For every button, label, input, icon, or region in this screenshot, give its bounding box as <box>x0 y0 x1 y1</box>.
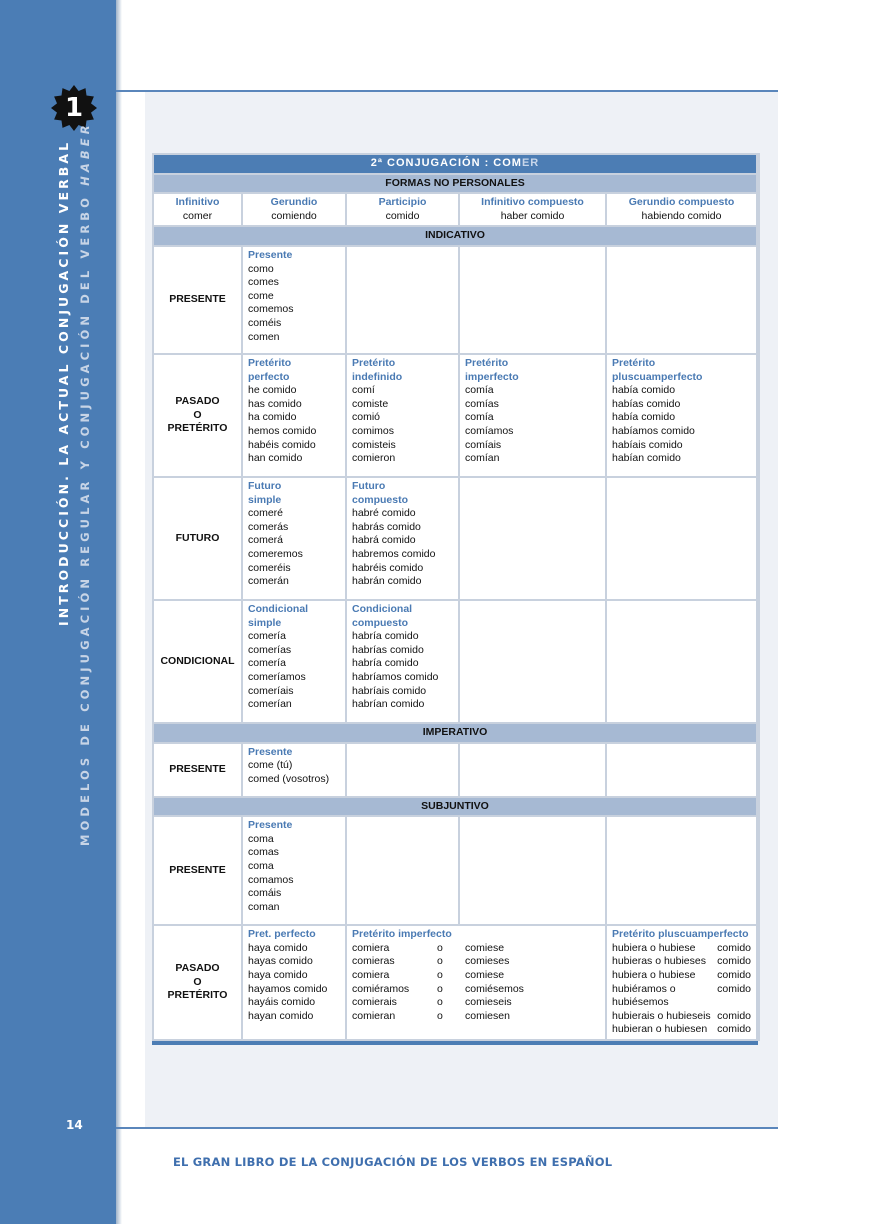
np-cell <box>154 194 241 225</box>
form: hubiera o hubiese <box>612 968 696 981</box>
form: comeréis <box>248 561 291 574</box>
tense-heading: Pretérito <box>352 356 396 369</box>
tense-cell <box>243 601 345 722</box>
ind-pasado-row <box>154 355 758 476</box>
form: hubierais o hubieseis <box>612 1009 711 1022</box>
tense-cell <box>243 926 345 1039</box>
form: hayamos comido <box>248 982 328 995</box>
form: comido <box>717 941 752 954</box>
row-label: CONDICIONAL <box>154 601 241 722</box>
form: comiéramos <box>352 982 410 995</box>
tense-heading: Pretérito imperfecto <box>352 928 452 941</box>
form: comerás <box>248 520 289 533</box>
row-label-line: PASADO <box>175 962 220 975</box>
tense-heading: Pretérito <box>612 356 656 369</box>
form: comas <box>248 846 279 859</box>
form: has comido <box>248 397 302 410</box>
section-row <box>154 724 758 742</box>
form: comíamos <box>465 424 514 437</box>
chapter-title: INTRODUCCIÓN. LA ACTUAL CONJUGACIÓN VERBAL <box>56 139 71 626</box>
section-indicativo: INDICATIVO <box>154 227 756 245</box>
tense-heading: Condicional <box>248 602 309 615</box>
empty-cell <box>607 478 756 599</box>
form: comisteis <box>352 438 396 451</box>
np-value: habiendo comido <box>641 209 722 222</box>
form: comieron <box>352 452 396 465</box>
form: habréis comido <box>352 561 424 574</box>
conjunction: o <box>437 955 443 968</box>
form: comería <box>248 630 286 643</box>
np-value: haber comido <box>500 209 565 222</box>
section-row <box>154 227 758 245</box>
form: comerá <box>248 534 284 547</box>
tense-heading: Pretérito <box>248 356 292 369</box>
np-cell <box>243 194 345 225</box>
form: habré comido <box>352 507 416 520</box>
empty-cell <box>347 247 458 353</box>
row-label-line: O <box>193 408 202 421</box>
np-cell <box>460 194 605 225</box>
form: comen <box>248 330 280 343</box>
form: comido <box>717 968 752 981</box>
form: hayáis comido <box>248 996 316 1009</box>
footer-book-title: EL GRAN LIBRO DE LA CONJUGACIÓN DE LOS VERBOS EN ESPAÑOL <box>173 1155 613 1169</box>
tense-cell <box>243 817 345 924</box>
tense-cell <box>243 355 345 476</box>
tense-cell <box>243 478 345 599</box>
form: comieseis <box>465 996 512 1009</box>
title-row <box>154 155 758 173</box>
chapter-number: 1 <box>64 93 84 123</box>
form: habría comido <box>352 630 419 643</box>
row-label <box>154 355 241 476</box>
np-value: comer <box>182 209 213 222</box>
np-heading: Infinitivo compuesto <box>481 196 584 209</box>
form: comiera <box>352 941 390 954</box>
np-heading: Infinitivo <box>175 196 220 209</box>
tense-heading: indefinido <box>352 370 403 383</box>
form: comido <box>717 1009 752 1022</box>
imp-presente-row <box>154 744 758 796</box>
section-formas: FORMAS NO PERSONALES <box>154 175 756 193</box>
row-label: FUTURO <box>154 478 241 599</box>
conjunction: o <box>437 968 443 981</box>
row-label: PRESENTE <box>154 817 241 924</box>
tense-cell <box>607 926 756 1039</box>
bottom-rule <box>116 1127 778 1129</box>
form: coméis <box>248 316 282 329</box>
form: comemos <box>248 303 294 316</box>
tense-cell <box>347 478 458 599</box>
form: hubieras o hubieses <box>612 955 706 968</box>
tense-heading: Presente <box>248 248 293 261</box>
tense-heading: Futuro <box>352 479 386 492</box>
form: comierais <box>352 996 397 1009</box>
form: hubieran o hubiesen <box>612 1023 708 1036</box>
conjunction: o <box>437 996 443 1009</box>
tense-heading: Condicional <box>352 602 413 615</box>
empty-cell <box>607 744 756 796</box>
form: comieran <box>352 1009 396 1022</box>
conjunction: o <box>437 941 443 954</box>
tense-heading: Pretérito pluscuamperfecto <box>612 928 749 941</box>
form: comíais <box>465 438 502 451</box>
form-row <box>612 983 751 1010</box>
form: comamos <box>248 873 294 886</box>
form-row <box>352 983 605 997</box>
form: habíamos comido <box>612 424 695 437</box>
form: comías <box>465 397 499 410</box>
np-cell <box>347 194 458 225</box>
form: coma <box>248 859 274 872</box>
table-title-ending: ER <box>521 157 540 169</box>
form: habrán comido <box>352 575 422 588</box>
row-label: PRESENTE <box>154 744 241 796</box>
tense-heading: Pret. perfecto <box>248 928 316 941</box>
form: ha comido <box>248 411 297 424</box>
empty-cell <box>460 817 605 924</box>
chapter-subtitle-text: MODELOS DE CONJUGACIÓN REGULAR Y CONJUGACIÓN DEL VERBO <box>78 185 92 846</box>
row-label-line: O <box>193 975 202 988</box>
conjunction: o <box>437 982 443 995</box>
conjugation-table <box>152 153 758 1045</box>
ind-presente-row <box>154 247 758 353</box>
chapter-subtitle-italic: HABER <box>78 121 92 186</box>
empty-cell <box>460 478 605 599</box>
form-row <box>352 942 605 956</box>
ind-futuro-row <box>154 478 758 599</box>
form: hayas comido <box>248 955 313 968</box>
sidebar-shadow <box>116 0 122 1224</box>
empty-cell <box>607 247 756 353</box>
row-label: PRESENTE <box>154 247 241 353</box>
form: habremos comido <box>352 547 436 560</box>
tense-cell <box>243 744 345 796</box>
form: comieras <box>352 955 395 968</box>
form: coman <box>248 900 280 913</box>
form: habría comido <box>352 657 419 670</box>
tense-heading: Presente <box>248 819 293 832</box>
form: había comido <box>612 384 676 397</box>
form: comería <box>248 657 286 670</box>
form: comiese <box>465 941 505 954</box>
form: habrías comido <box>352 643 424 656</box>
form: haya comido <box>248 941 308 954</box>
tense-heading: Pretérito <box>465 356 509 369</box>
np-value: comiendo <box>271 209 317 222</box>
form: comió <box>352 411 381 424</box>
form: habrá comido <box>352 534 416 547</box>
empty-cell <box>460 247 605 353</box>
np-cell <box>607 194 756 225</box>
tense-heading: Futuro <box>248 479 282 492</box>
form: comeré <box>248 507 284 520</box>
np-row <box>154 194 758 225</box>
empty-cell <box>460 744 605 796</box>
form: comimos <box>352 424 395 437</box>
form: come (tú) <box>248 759 293 772</box>
form: habrían comido <box>352 698 425 711</box>
tense-cell <box>243 247 345 353</box>
empty-cell <box>607 601 756 722</box>
form: haya comido <box>248 968 308 981</box>
tense-heading: simple <box>248 493 282 506</box>
form: hubiéramos o hubiésemos <box>612 982 676 1009</box>
sub-pasado-row <box>154 926 758 1039</box>
conjunction: o <box>437 1009 443 1022</box>
form: comían <box>465 452 500 465</box>
form: comiésemos <box>465 982 524 995</box>
form: comieses <box>465 955 510 968</box>
section-imperativo: IMPERATIVO <box>154 724 756 742</box>
form: comiste <box>352 397 389 410</box>
np-heading: Participio <box>378 196 427 209</box>
tense-heading: imperfecto <box>465 370 519 383</box>
row-label-line: PRETÉRITO <box>167 989 228 1002</box>
form: comerías <box>248 643 292 656</box>
empty-cell <box>347 817 458 924</box>
form-row <box>352 1010 605 1024</box>
tense-cell <box>460 355 605 476</box>
form: habríamos comido <box>352 670 439 683</box>
form: comeríais <box>248 684 294 697</box>
form-row <box>612 955 751 969</box>
form-row <box>612 969 751 983</box>
form: comes <box>248 276 279 289</box>
table-title-main: 2ª CONJUGACIÓN : COM <box>370 157 522 169</box>
ind-condicional-row <box>154 601 758 722</box>
form: comerán <box>248 575 289 588</box>
tense-heading: compuesto <box>352 616 409 629</box>
form: he comido <box>248 384 297 397</box>
form: comía <box>465 411 494 424</box>
form: comiese <box>465 968 505 981</box>
tense-heading: pluscuamperfecto <box>612 370 703 383</box>
form: hubiera o hubiese <box>612 941 696 954</box>
form: habían comido <box>612 452 681 465</box>
form: comido <box>717 1023 752 1036</box>
form-row <box>352 996 605 1010</box>
tense-heading: Presente <box>248 745 293 758</box>
np-heading: Gerundio <box>270 196 318 209</box>
form: habéis comido <box>248 438 316 451</box>
form-row <box>352 969 605 983</box>
tense-cell <box>607 355 756 476</box>
form: comido <box>717 955 752 968</box>
section-row <box>154 175 758 193</box>
form: habríais comido <box>352 684 427 697</box>
empty-cell <box>607 817 756 924</box>
form-row <box>352 955 605 969</box>
form: comiera <box>352 968 390 981</box>
form: había comido <box>612 411 676 424</box>
form: comáis <box>248 887 282 900</box>
row-label-line: PRETÉRITO <box>167 422 228 435</box>
form: comerían <box>248 698 292 711</box>
form: han comido <box>248 452 303 465</box>
row-label-line: PASADO <box>175 395 220 408</box>
np-value: comido <box>385 209 420 222</box>
empty-cell <box>347 744 458 796</box>
sub-presente-row <box>154 817 758 924</box>
tense-cell <box>347 355 458 476</box>
form-row <box>612 1023 751 1037</box>
tense-heading: simple <box>248 616 282 629</box>
form: como <box>248 262 274 275</box>
form: comeríamos <box>248 670 306 683</box>
form: coma <box>248 832 274 845</box>
form: hayan comido <box>248 1009 314 1022</box>
np-heading: Gerundio compuesto <box>628 196 735 209</box>
empty-cell <box>460 601 605 722</box>
chapter-subtitle <box>78 121 92 846</box>
section-row <box>154 798 758 816</box>
form: comí <box>352 384 375 397</box>
tense-cell <box>347 601 458 722</box>
conjugation-grid <box>152 153 760 1041</box>
form: come <box>248 289 274 302</box>
form: habrás comido <box>352 520 421 533</box>
form-row <box>612 1010 751 1024</box>
page-number: 14 <box>66 1118 83 1132</box>
section-subjuntivo: SUBJUNTIVO <box>154 798 756 816</box>
form: comido <box>717 982 752 995</box>
form: hemos comido <box>248 424 317 437</box>
row-label <box>154 926 241 1039</box>
table-title <box>154 155 756 173</box>
form: comed (vosotros) <box>248 772 330 785</box>
tense-heading: perfecto <box>248 370 290 383</box>
form: comía <box>465 384 494 397</box>
form: habías comido <box>612 397 681 410</box>
tense-heading: compuesto <box>352 493 409 506</box>
form: comeremos <box>248 547 303 560</box>
form: habíais comido <box>612 438 683 451</box>
table-bottom-bar <box>152 1041 758 1045</box>
tense-cell <box>347 926 605 1039</box>
form: comiesen <box>465 1009 510 1022</box>
form-row <box>612 942 751 956</box>
